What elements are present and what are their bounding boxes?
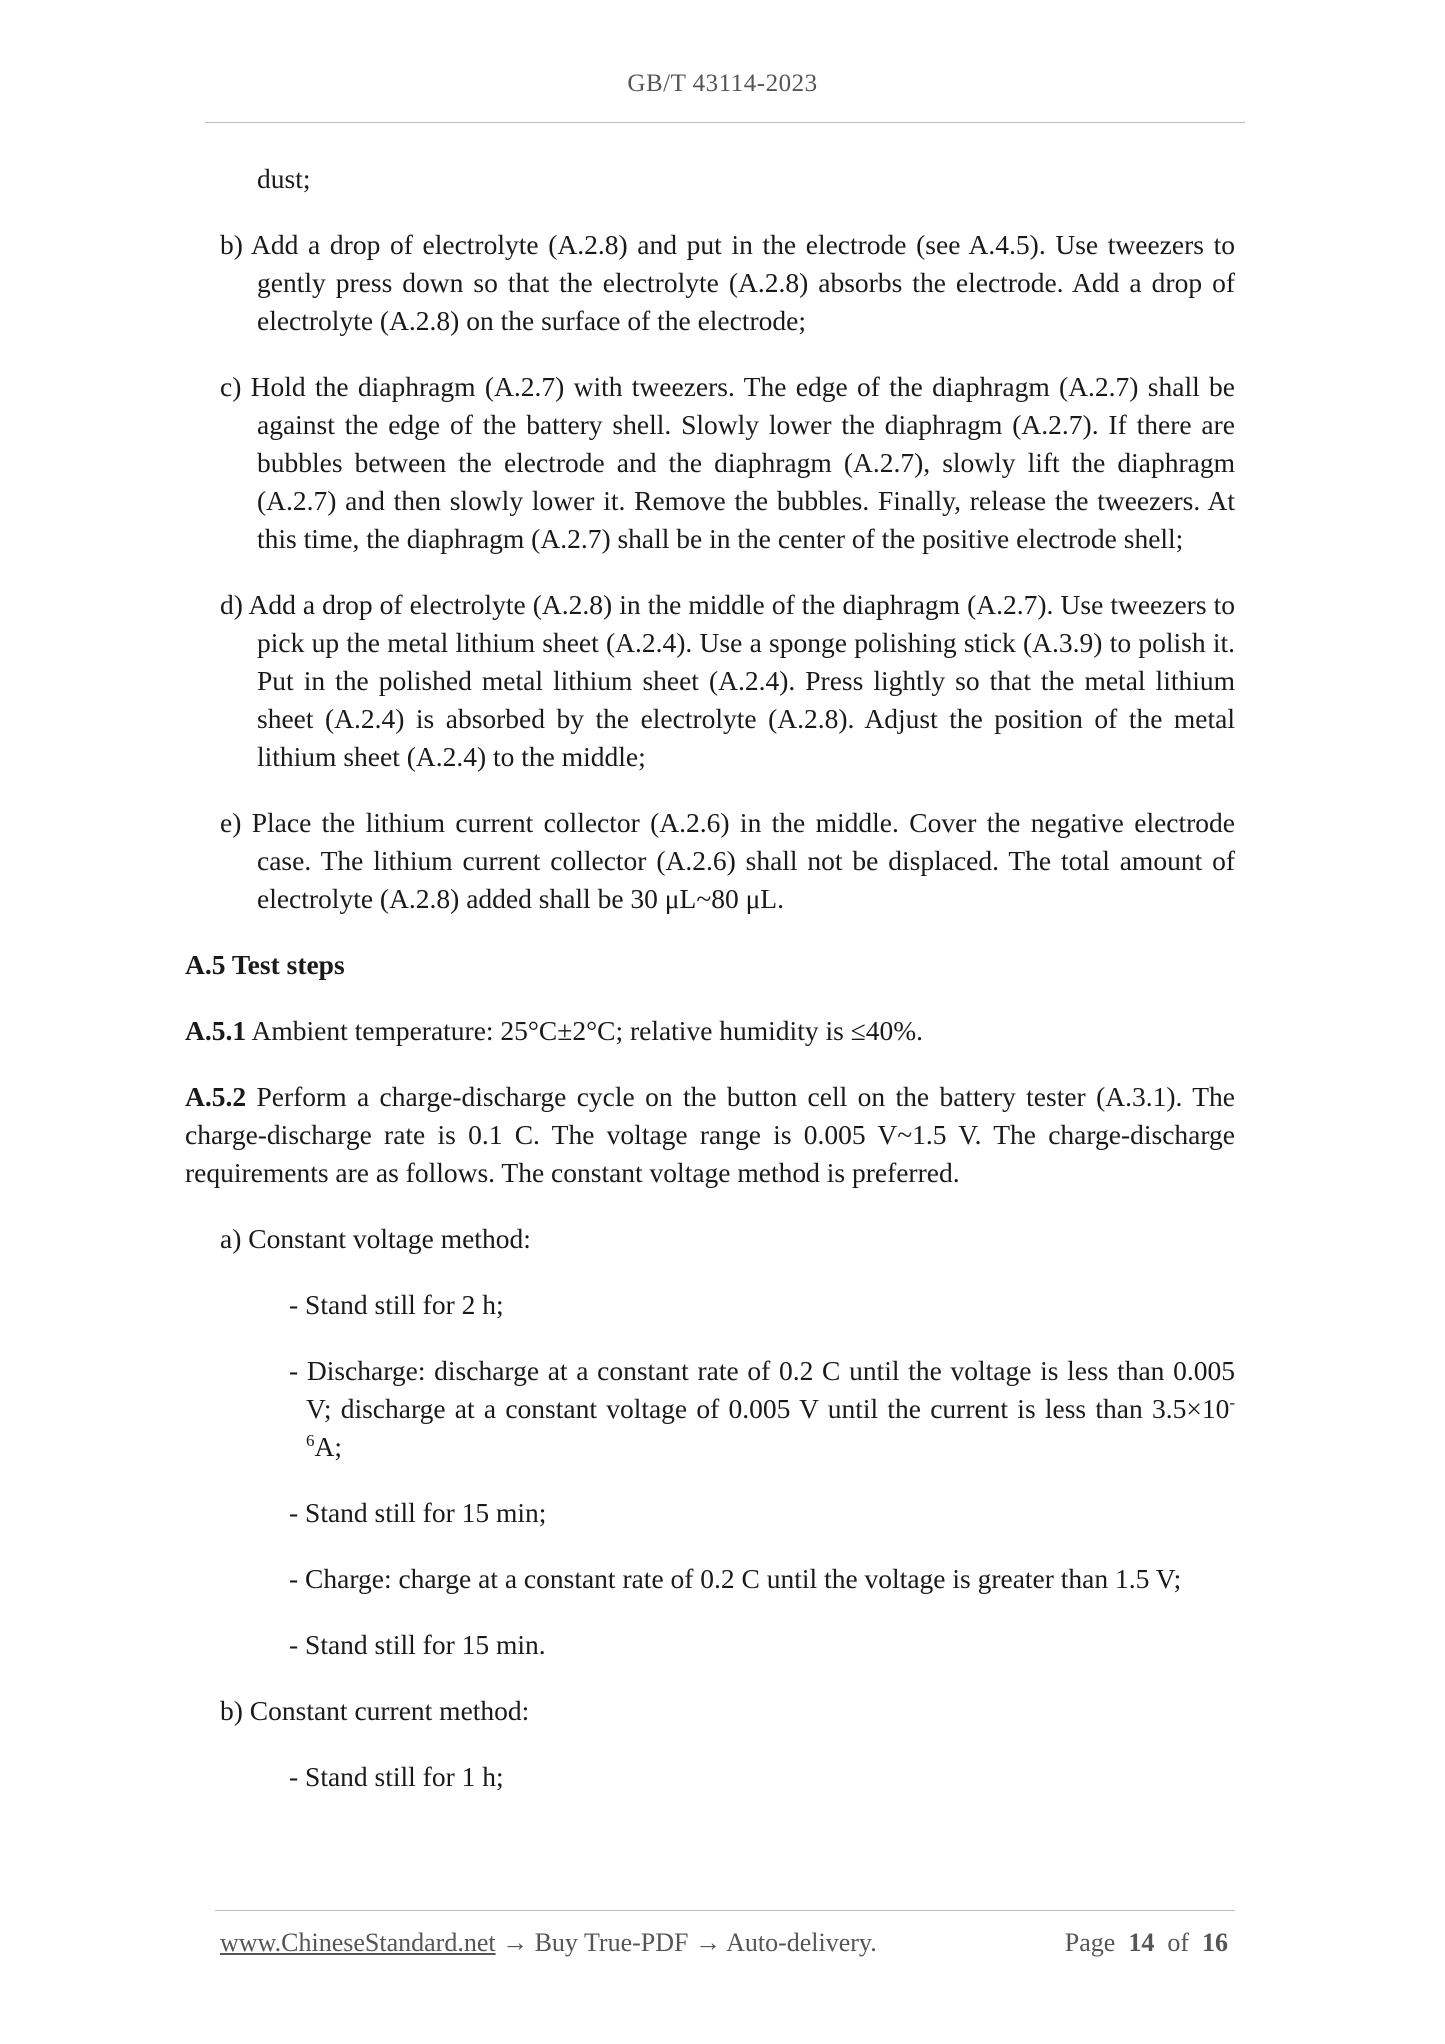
header-divider	[205, 122, 1245, 123]
footer-divider	[215, 1910, 1235, 1911]
arrow-icon: →	[688, 1928, 727, 1957]
site-link[interactable]: www.ChineseStandard.net	[220, 1928, 496, 1957]
method-a-step	[289, 1352, 1235, 1466]
method-a-step: - Stand still for 15 min.	[289, 1629, 546, 1660]
clause-text: Ambient temperature: 25°C±2°C; relative humidity is ≤40%.	[246, 1015, 924, 1046]
list-item-e: e) Place the lithium current collector (A.2.6) in the middle. Cover the negative electrode case. The lithium current collector (A.2.6) shall not be displaced. The total amount of electrolyte (A.2.8) added shall be 30 μL~80 μL.	[220, 807, 1235, 914]
delivery-text: Auto-delivery.	[726, 1928, 877, 1957]
footer-links	[220, 1928, 877, 1957]
method-a-step: - Stand still for 2 h;	[289, 1289, 504, 1320]
step-text: - Discharge: discharge at a constant rate of 0.2 C until the voltage is less than 0.005 V; discharge at a constant voltage of 0.005 V until the current is less than 3.5×10	[289, 1355, 1235, 1424]
page-number: 14	[1128, 1928, 1155, 1957]
list-item-d: d) Add a drop of electrolyte (A.2.8) in the middle of the diaphragm (A.2.7). Use tweezers to pick up the metal lithium sheet (A.2.4). Use a sponge polishing stick (A.3.9) to polish it. Put in the polished metal lithium sheet (A.2.4). Press lightly so that the metal lithium sheet (A.2.4) is absorbed by the electrolyte (A.2.8). Adjust the position of the metal lithium sheet (A.2.4) to the middle;	[220, 589, 1235, 772]
list-item-c: c) Hold the diaphragm (A.2.7) with tweezers. The edge of the diaphragm (A.2.7) shall be against the edge of the battery shell. Slowly lower the diaphragm (A.2.7). If there are bubbles between the electrode and the diaphragm (A.2.7), slowly lift the diaphragm (A.2.7) and then slowly lower it. Remove the bubbles. Finally, release the tweezers. At this time, the diaphragm (A.2.7) shall be in the center of the positive electrode shell;	[220, 371, 1235, 554]
method-a-label: a) Constant voltage method:	[220, 1223, 531, 1254]
page-indicator	[1065, 1928, 1228, 1958]
clause-number: A.5.1	[185, 1015, 247, 1046]
exponent: -6	[306, 1393, 1235, 1450]
clause-number: A.5.2	[185, 1081, 247, 1112]
method-a-step: - Charge: charge at a constant rate of 0.2 C until the voltage is greater than 1.5 V;	[289, 1563, 1182, 1594]
step-text-tail: A;	[314, 1431, 342, 1462]
clause-a51	[185, 1012, 1235, 1050]
buy-pdf-text: Buy True-PDF	[534, 1928, 689, 1957]
page-word: Page	[1064, 1928, 1116, 1957]
arrow-icon: →	[495, 1928, 535, 1957]
section-heading	[185, 946, 1235, 984]
list-item-continuation: dust;	[257, 163, 311, 194]
section-heading-text: A.5 Test steps	[185, 949, 345, 980]
method-b-label: b) Constant current method:	[220, 1695, 530, 1726]
list-item-b: b) Add a drop of electrolyte (A.2.8) and put in the electrode (see A.4.5). Use tweezers to gently press down so that the electrolyte (A.2.8) absorbs the electrode. Add a drop of electrolyte (A.2.8) on the surface of the electrode;	[220, 229, 1235, 336]
document-body	[185, 150, 1235, 1796]
page-total: 16	[1202, 1928, 1228, 1957]
document-header: GB/T 43114-2023	[627, 70, 818, 97]
clause-a52	[185, 1078, 1235, 1192]
method-b-step: - Stand still for 1 h;	[289, 1761, 504, 1792]
page-footer	[220, 1928, 1235, 1958]
method-a-step: - Stand still for 15 min;	[289, 1497, 547, 1528]
of-word: of	[1167, 1928, 1189, 1957]
clause-text: Perform a charge-discharge cycle on the button cell on the battery tester (A.3.1). The charge-discharge rate is 0.1 C. The voltage range is 0.005 V~1.5 V. The charge-discharge requirements are as follows. The constant voltage method is preferred.	[185, 1081, 1235, 1188]
